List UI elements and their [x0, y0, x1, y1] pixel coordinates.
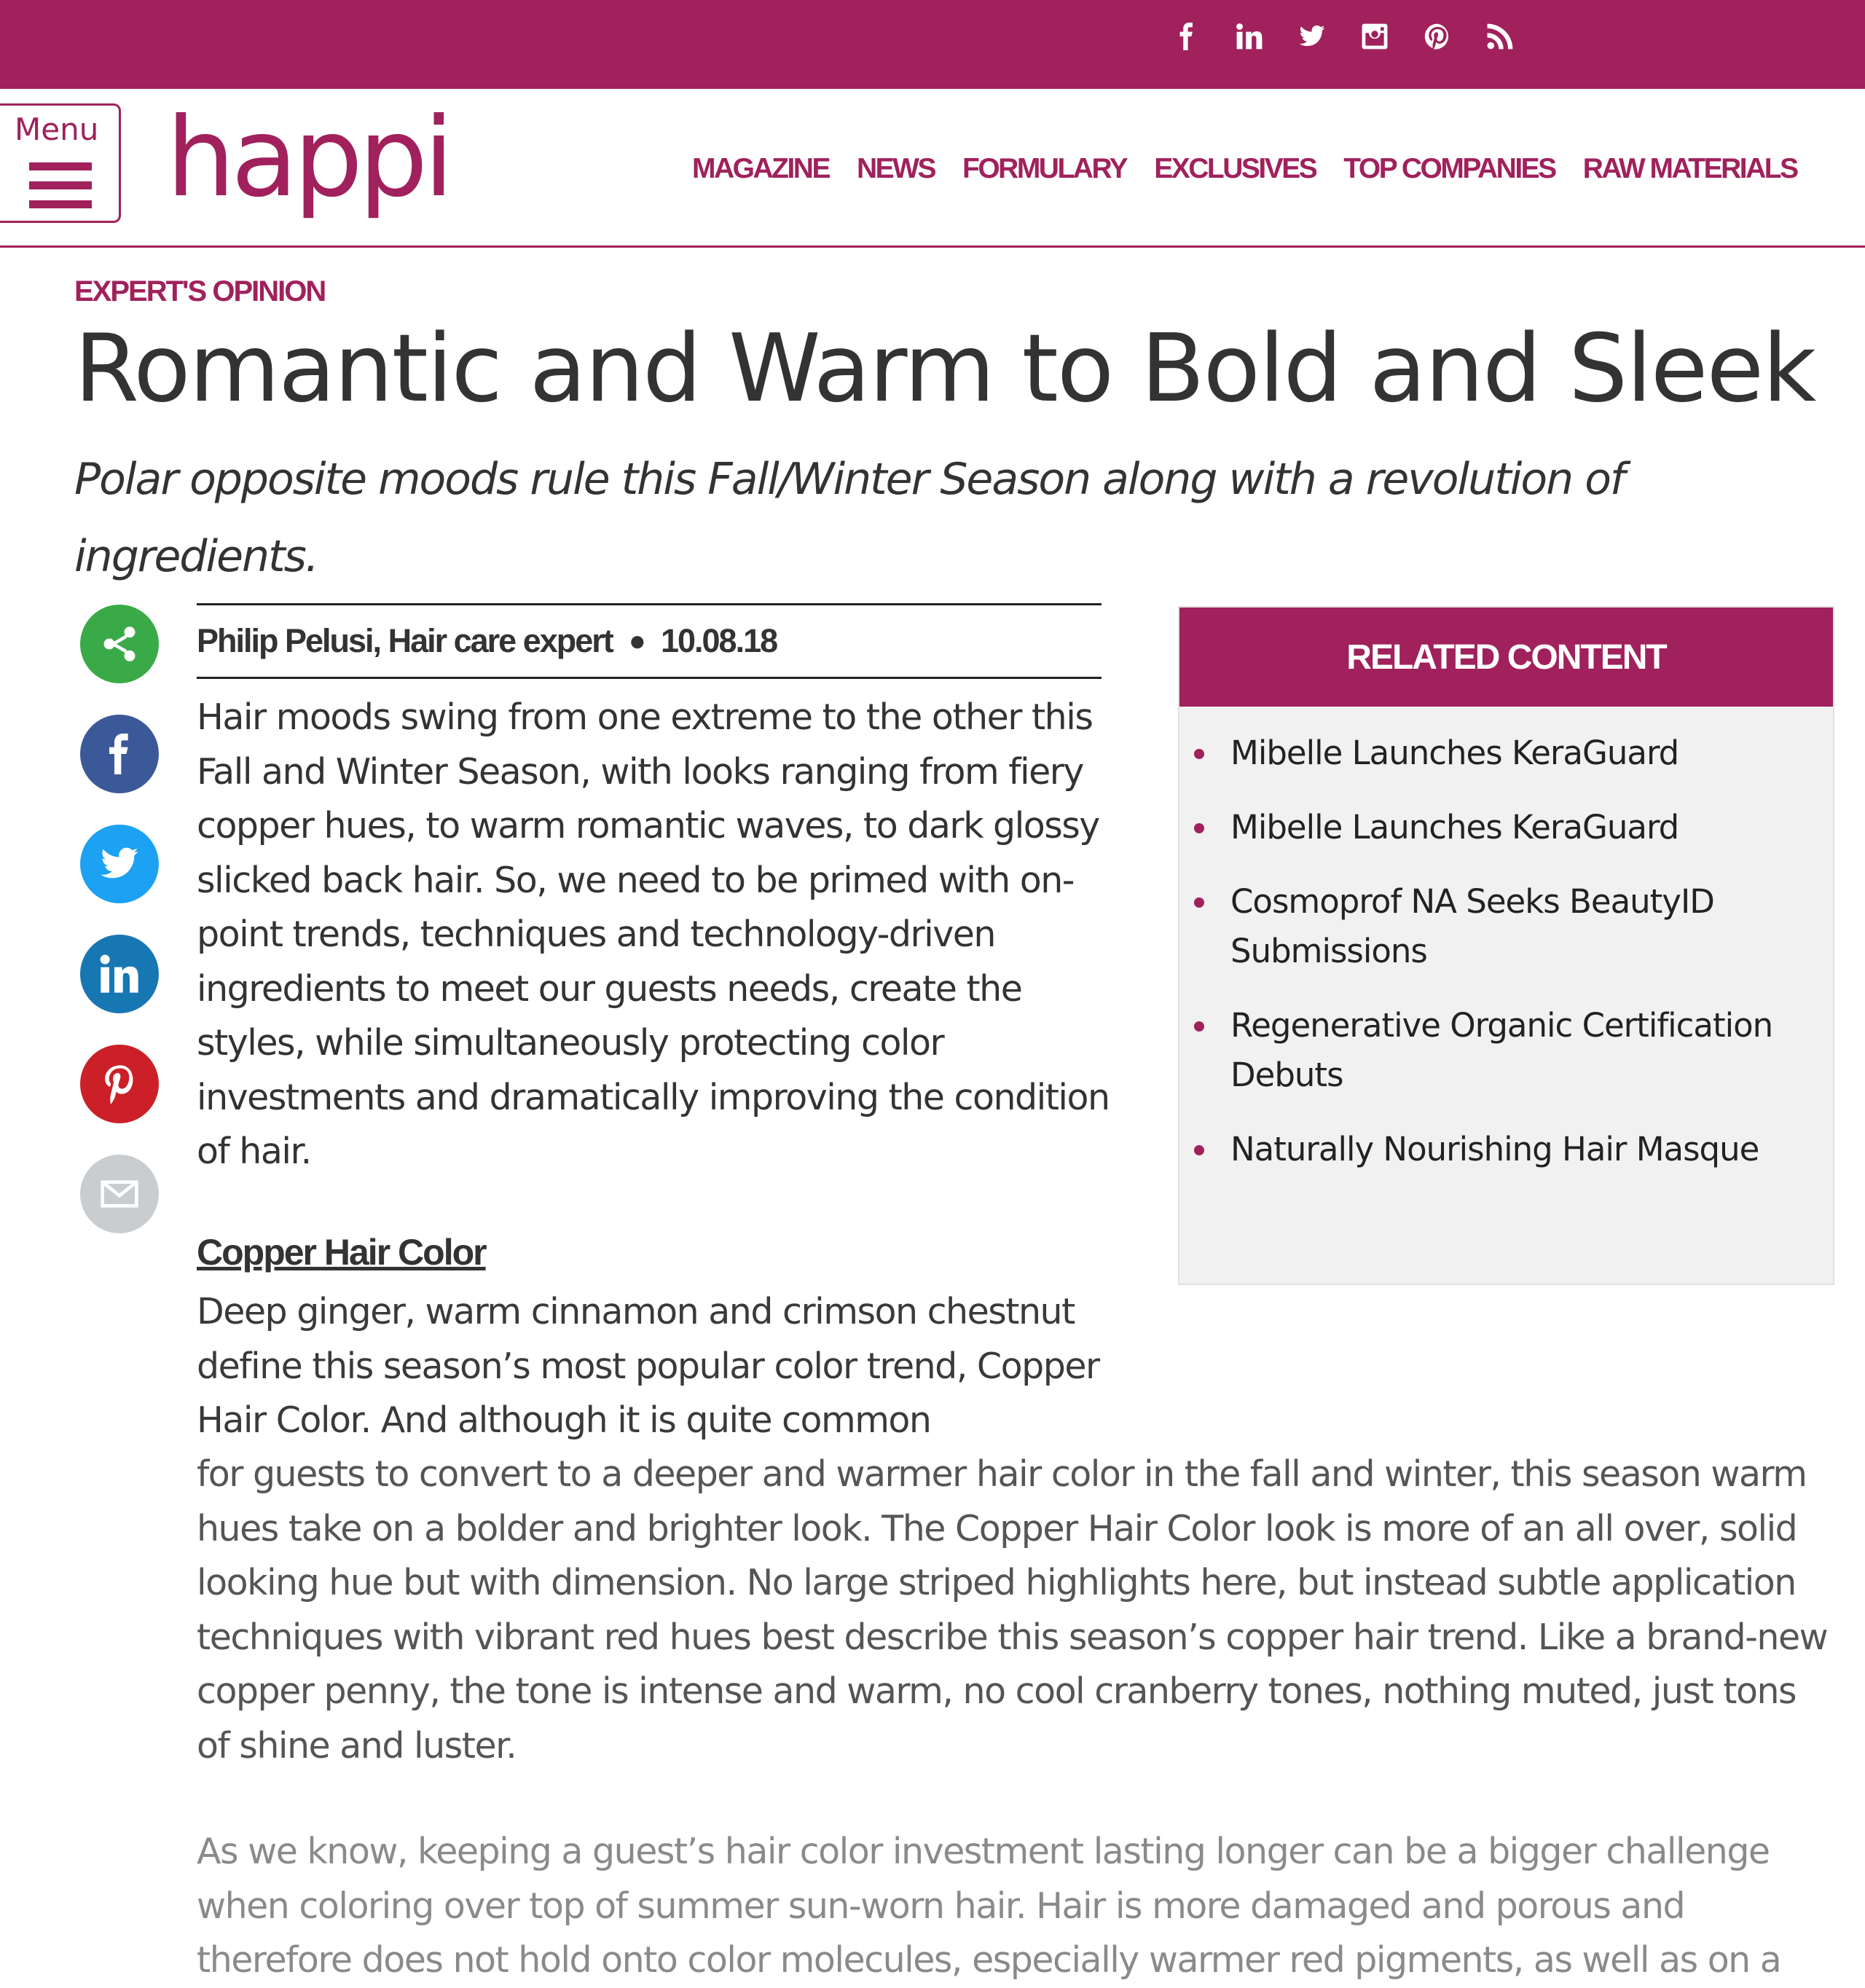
twitter-icon[interactable]	[1298, 23, 1326, 50]
related-item[interactable]: Regenerative Organic Certification Debuts	[1230, 1001, 1804, 1100]
related-list	[1179, 707, 1833, 1174]
byline	[197, 603, 1102, 679]
main-nav	[692, 153, 1797, 185]
hamburger-icon	[29, 162, 92, 219]
instagram-icon[interactable]	[1361, 23, 1389, 50]
site-header	[0, 89, 1865, 248]
top-bar	[0, 0, 1865, 89]
email-icon[interactable]	[80, 1155, 159, 1233]
top-social-links	[1173, 13, 1514, 60]
related-content-heading: RELATED CONTENT	[1179, 608, 1833, 707]
publish-date: 10.08.18	[660, 622, 777, 659]
rss-icon[interactable]	[1486, 23, 1514, 50]
article-paragraph-1: Hair moods swing from one extreme to the other this Fall and Winter Season, with looks ranging from fiery copper hues, to warm romantic waves, to dark glossy slicked back hair. So, we need to be primed with on-point trends, techniques and technology-driven ingredients to meet our guests needs, create the styles, while simultaneously protecting color investments and dramatically improving the condition of hair.	[197, 696, 1110, 1172]
article-title: Romantic and Warm to Bold and Sleek	[74, 315, 1815, 423]
share-icon[interactable]	[80, 605, 159, 683]
site-logo[interactable]: happi	[166, 95, 450, 221]
related-item[interactable]: Mibelle Launches KeraGuard	[1230, 803, 1804, 852]
share-column	[80, 605, 159, 1265]
related-content-box	[1178, 606, 1834, 1285]
menu-button[interactable]	[0, 103, 121, 223]
nav-top-companies[interactable]: TOP COMPANIES	[1343, 153, 1555, 184]
nav-news[interactable]: NEWS	[857, 153, 935, 184]
author-name[interactable]: Philip Pelusi, Hair care expert	[197, 622, 613, 659]
nav-exclusives[interactable]: EXCLUSIVES	[1154, 153, 1316, 184]
nav-raw-materials[interactable]: RAW MATERIALS	[1582, 153, 1797, 184]
article-kicker[interactable]: EXPERT'S OPINION	[74, 275, 326, 307]
article-paragraph-3: As we know, keeping a guest’s hair color investment lasting longer can be a bigger challenge when coloring over top of summer sun-worn hair. Hair is more damaged and porous and therefore does not hold onto color molecules, especially warmer red pigments, as well as on a	[197, 1831, 1781, 1981]
linkedin-icon[interactable]	[1236, 23, 1263, 50]
facebook-icon[interactable]	[1173, 23, 1201, 50]
related-item[interactable]: Naturally Nourishing Hair Masque	[1230, 1125, 1804, 1174]
linkedin-icon[interactable]	[80, 935, 159, 1013]
pinterest-icon[interactable]	[1424, 23, 1451, 50]
related-item[interactable]: Cosmoprof NA Seeks BeautyID Submissions	[1230, 877, 1804, 976]
byline-separator: ●	[628, 624, 645, 657]
twitter-icon[interactable]	[80, 825, 159, 903]
article-paragraph-2-cont: for guests to convert to a deeper and warmer hair color in the fall and winter, this season warm hues take on a bolder and brighter look. The Copper Hair Color look is more of an all over, solid looking hue but with dimension. No large striped highlights here, but instead subtle application techniques with vibrant red hues best describe this season’s copper hair trend. Like a brand-new copper penny, the tone is intense and warm, no cool cranberry tones, nothing muted, just tons of shine and luster.	[197, 1453, 1828, 1767]
nav-magazine[interactable]: MAGAZINE	[692, 153, 829, 184]
nav-formulary[interactable]: FORMULARY	[962, 153, 1127, 184]
related-item[interactable]: Mibelle Launches KeraGuard	[1230, 728, 1804, 778]
article-paragraph-2-start: Deep ginger, warm cinnamon and crimson chestnut define this season’s most popular color trend, Copper Hair Color. And although it is quite common	[197, 1291, 1099, 1441]
pinterest-icon[interactable]	[80, 1045, 159, 1123]
facebook-icon[interactable]	[80, 715, 159, 793]
menu-label: Menu	[15, 111, 99, 147]
article-subtitle: Polar opposite moods rule this Fall/Winter Season along with a revolution of ingredients.	[74, 454, 1625, 582]
section-heading-copper: Copper Hair Color	[197, 1232, 486, 1273]
